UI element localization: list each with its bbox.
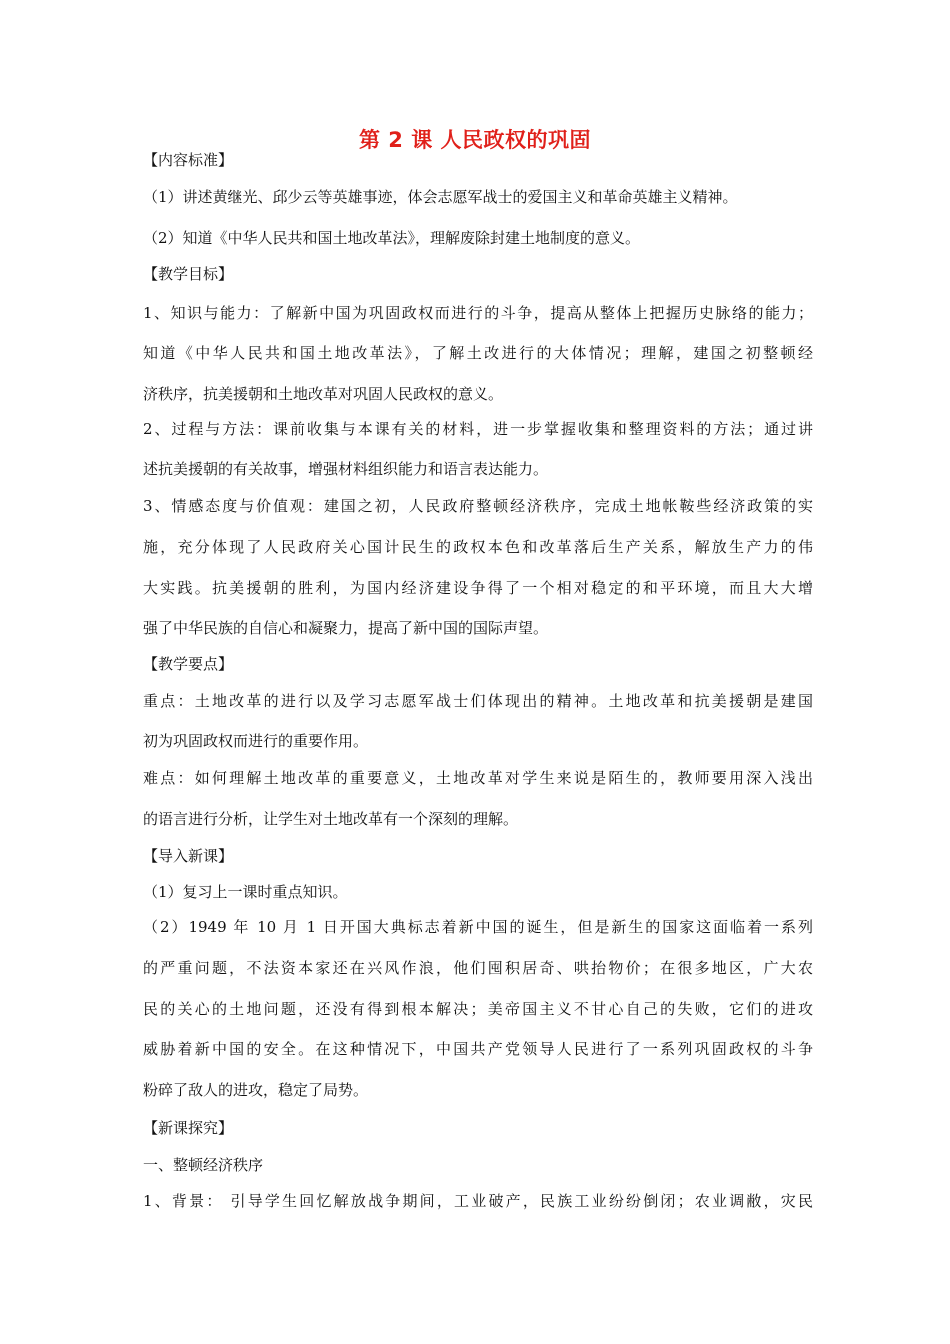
section-heading-introduction: 【导入新课】 xyxy=(143,847,234,865)
section-heading-content-standard: 【内容标准】 xyxy=(143,151,234,169)
text-line: 民的关心的土地问题，还没有得到根本解决；美帝国主义不甘心自己的失败，它们的进攻 xyxy=(143,1000,813,1018)
text-line: 初为巩固政权而进行的重要作用。 xyxy=(143,732,369,750)
text-line: （1）讲述黄继光、邱少云等英雄事迹，体会志愿军战士的爱国主义和革命英雄主义精神。 xyxy=(143,188,738,206)
text-line: 威胁着新中国的安全。在这种情况下，中国共产党领导人民进行了一系列巩固政权的斗争 xyxy=(143,1040,813,1058)
text-line: （2）1949 年 10 月 1 日开国大典标志着新中国的诞生，但是新生的国家这面临着一系列 xyxy=(143,918,813,936)
lesson-title: 第 2 课 人民政权的巩固 xyxy=(358,128,592,152)
text-line: 3、情感态度与价值观：建国之初，人民政府整顿经济秩序，完成土地帐鞍些经济政策的实 xyxy=(143,497,813,515)
text-line: 济秩序，抗美援朝和土地改革对巩固人民政权的意义。 xyxy=(143,385,504,403)
section-heading-teaching-goals: 【教学目标】 xyxy=(143,265,234,283)
text-line: 施，充分体现了人民政府关心国计民生的政权本色和改革落后生产关系，解放生产力的伟 xyxy=(143,538,813,556)
text-line: 2、过程与方法：课前收集与本课有关的材料，进一步掌握收集和整理资料的方法；通过讲 xyxy=(143,420,813,438)
text-line: 重点：土地改革的进行以及学习志愿军战士们体现出的精神。土地改革和抗美援朝是建国 xyxy=(143,692,813,710)
text-line: 的语言进行分析，让学生对土地改革有一个深刻的理解。 xyxy=(143,810,519,828)
text-line: 1、背景： 引导学生回忆解放战争期间，工业破产，民族工业纷纷倒闭；农业调敝，灾民 xyxy=(143,1192,813,1210)
text-line: 强了中华民族的自信心和凝聚力，提高了新中国的国际声望。 xyxy=(143,619,549,637)
text-line: （1）复习上一课时重点知识。 xyxy=(143,883,348,901)
subsection-heading: 一、整顿经济秩序 xyxy=(143,1156,264,1174)
section-heading-key-points: 【教学要点】 xyxy=(143,655,234,673)
text-line: 的严重问题，不法资本家还在兴风作浪，他们囤积居奇、哄抬物价；在很多地区，广大农 xyxy=(143,959,813,977)
text-line: 知道《中华人民共和国土地改革法》，了解土改进行的大体情况；理解，建国之初整顿经 xyxy=(143,344,813,362)
text-line: （2）知道《中华人民共和国土地改革法》，理解废除封建土地制度的意义。 xyxy=(143,229,641,247)
section-heading-new-lesson: 【新课探究】 xyxy=(143,1119,234,1137)
text-line: 述抗美援朝的有关故事，增强材料组织能力和语言表达能力。 xyxy=(143,460,549,478)
text-line: 1、知识与能力：了解新中国为巩固政权而进行的斗争，提高从整体上把握历史脉络的能力； xyxy=(143,304,813,322)
text-line: 粉碎了敌人的进攻，稳定了局势。 xyxy=(143,1081,369,1099)
text-line: 大实践。抗美援朝的胜利，为国内经济建设争得了一个相对稳定的和平环境，而且大大增 xyxy=(143,579,813,597)
text-line: 难点：如何理解土地改革的重要意义，土地改革对学生来说是陌生的，教师要用深入浅出 xyxy=(143,769,813,787)
